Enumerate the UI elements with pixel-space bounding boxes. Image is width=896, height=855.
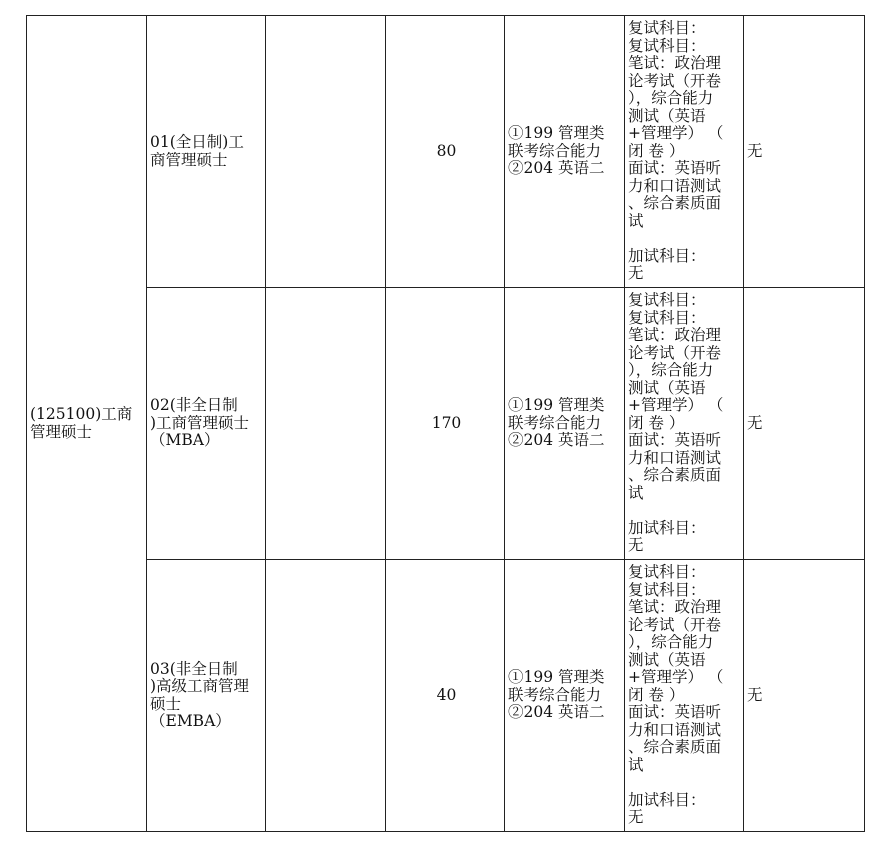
empty-cell bbox=[266, 560, 386, 832]
retest-subjects-cell: 复试科目： 复试科目： 笔试：政治理 论考试（开卷 ），综合能力 测试（英语 +管理学） （ 闭 卷 ） 面试：英语听 力和口语测试 、综合素质面 试 加试科目： 无 bbox=[625, 16, 744, 288]
empty-cell bbox=[266, 288, 386, 560]
empty-cell bbox=[266, 16, 386, 288]
notes-cell: 无 bbox=[744, 288, 865, 560]
exam-subjects-cell: ①199 管理类 联考综合能力 ②204 英语二 bbox=[505, 288, 625, 560]
direction-cell: 02(非全日制 )工商管理硕士 （MBA） bbox=[147, 288, 266, 560]
exam-subjects-cell: ①199 管理类 联考综合能力 ②204 英语二 bbox=[505, 16, 625, 288]
admissions-table bbox=[26, 15, 865, 832]
major-cell: (125100)工商 管理硕士 bbox=[27, 16, 147, 832]
exam-subjects-cell: ①199 管理类 联考综合能力 ②204 英语二 bbox=[505, 560, 625, 832]
enrollment-cell: 80 bbox=[386, 16, 505, 288]
retest-subjects-cell: 复试科目： 复试科目： 笔试：政治理 论考试（开卷 ），综合能力 测试（英语 +管理学） （ 闭 卷 ） 面试：英语听 力和口语测试 、综合素质面 试 加试科目： 无 bbox=[625, 288, 744, 560]
retest-subjects-cell: 复试科目： 复试科目： 笔试：政治理 论考试（开卷 ），综合能力 测试（英语 +管理学） （ 闭 卷 ） 面试：英语听 力和口语测试 、综合素质面 试 加试科目： 无 bbox=[625, 560, 744, 832]
table-row bbox=[27, 560, 865, 832]
enrollment-cell: 40 bbox=[386, 560, 505, 832]
notes-cell: 无 bbox=[744, 16, 865, 288]
table-row bbox=[27, 16, 865, 288]
direction-cell: 01(全日制)工 商管理硕士 bbox=[147, 16, 266, 288]
direction-cell: 03(非全日制 )高级工商管理 硕士 （EMBA） bbox=[147, 560, 266, 832]
notes-cell: 无 bbox=[744, 560, 865, 832]
enrollment-cell: 170 bbox=[386, 288, 505, 560]
table-row bbox=[27, 288, 865, 560]
